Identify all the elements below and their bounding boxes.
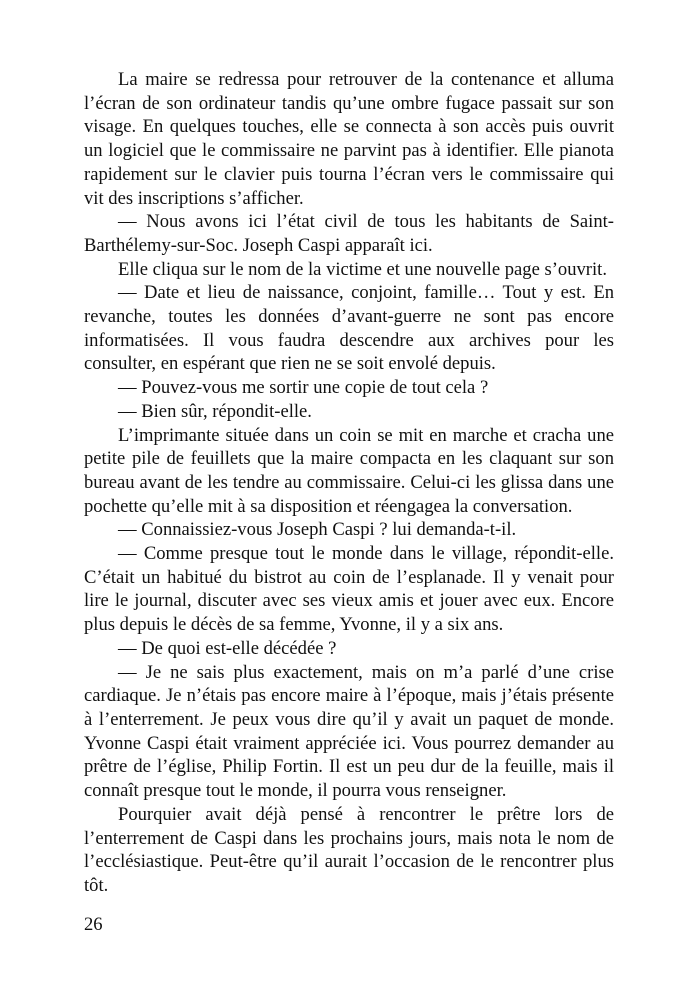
paragraph: La maire se redressa pour retrouver de la contenance et alluma l’écran de son ordinateur tandis qu’une ombre fugace passait sur son visage. En quelques touches, elle se connecta à son accès puis ouvrit un logiciel que le commissaire ne parvint pas à identifier. Elle pianota rapidement sur le clavier puis tourna l’écran vers le commissaire qui vit des inscriptions s’afficher. [84, 69, 614, 209]
paragraph: — Nous avons ici l’état civil de tous les habitants de Saint-Barthélemy-sur-Soc. Joseph Caspi apparaît ici. [84, 211, 614, 256]
paragraph: Elle cliqua sur le nom de la victime et une nouvelle page s’ouvrit. [118, 258, 607, 280]
paragraph: — Connaissiez-vous Joseph Caspi ? lui demanda-t-il. [118, 519, 517, 541]
page-number: 26 [84, 914, 103, 935]
paragraph: — Date et lieu de naissance, conjoint, famille… Tout y est. En revanche, toutes les données d’avant-guerre ne sont pas encore informatisées. Il vous faudra descendre aux archives pour les consulter, en espérant que rien ne se soit envolé depuis. [84, 282, 614, 375]
paragraph: — De quoi est-elle décédée ? [118, 637, 337, 659]
paragraph: — Pouvez-vous me sortir une copie de tout cela ? [118, 377, 489, 399]
paragraph: Pourquier avait déjà pensé à rencontrer le prêtre lors de l’enterrement de Caspi dans les prochains jours, mais nota le nom de l’ecclésiastique. Peut-être qu’il aurait l’occasion de le rencontrer plus tôt. [84, 803, 614, 896]
paragraph: — Bien sûr, répondit-elle. [118, 400, 312, 422]
paragraph: — Je ne sais plus exactement, mais on m’a parlé d’une crise cardiaque. Je n’étais pas encore maire à l’époque, mais j’étais présente à l’enterrement. Je peux vous dire qu’il y avait un paquet de monde. Yvonne Caspi était vraiment appréciée ici. Vous pourrez demander au prêtre de l’église, Philip Fortin. Il est un peu dur de la feuille, mais il connaît presque tout le monde, il pourra vous renseigner. [84, 661, 614, 802]
paragraph: — Comme presque tout le monde dans le village, répondit-elle. C’était un habitué du bistrot au coin de l’esplanade. Il y venait pour lire le journal, discuter avec ses vieux amis et jouer avec eux. Encore plus depuis le décès de sa femme, Yvonne, il y a six ans. [84, 543, 614, 636]
paragraph: L’imprimante située dans un coin se mit en marche et cracha une petite pile de feuillets que la maire compacta en les claquant sur son bureau avant de les tendre au commissaire. Celui-ci les glissa dans une pochette qu’elle mit à sa disposition et réengagea la conversation. [84, 424, 614, 517]
page-body [84, 68, 614, 898]
